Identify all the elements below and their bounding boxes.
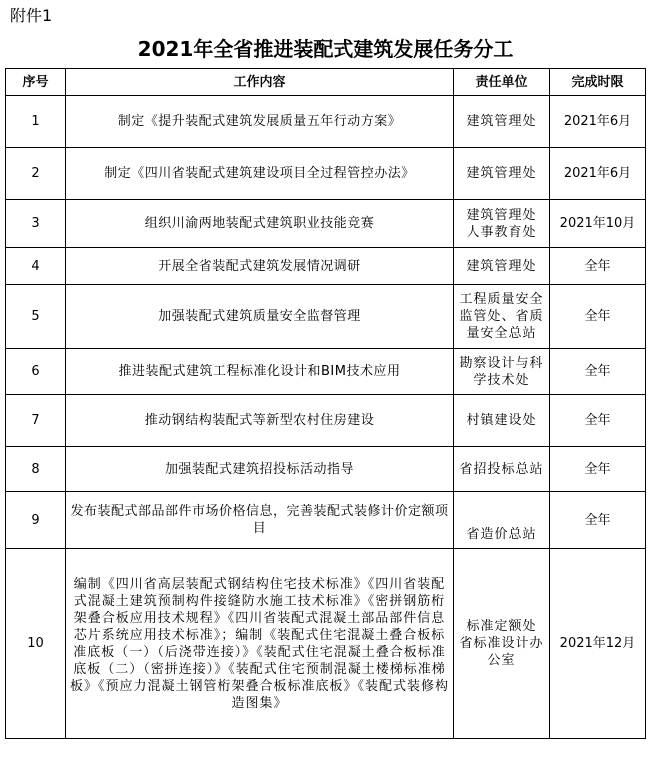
task-table xyxy=(5,68,646,739)
header-content: 工作内容 xyxy=(66,69,454,96)
document-title: 2021年全省推进装配式建筑发展任务分工 xyxy=(137,37,514,61)
row-no: 3 xyxy=(6,200,66,248)
row-unit: 村镇建设处 xyxy=(454,395,550,447)
row-deadline: 全年 xyxy=(550,447,646,492)
row-unit: 建筑管理处 人事教育处 xyxy=(454,200,550,248)
row-no: 10 xyxy=(6,549,66,739)
row-content: 编制《四川省高层装配式钢结构住宅技术标准》《四川省装配式混凝土建筑预制构件接缝防水施工技术标准》《密拼钢筋桁架叠合板应用技术规程》《四川省装配式混凝土部品部件信息芯片系统应用技术标准》；编制《装配式住宅混凝土叠合板标准底板（一）（后浇带连接）》《装配式住宅混凝土叠合板标准底板（二）（密拼连接）》《装配式住宅预制混凝土楼梯标准梯板》《预应力混凝土钢管桁架叠合板标准底板》《装配式装修构造图集》 xyxy=(66,549,454,739)
row-no: 6 xyxy=(6,349,66,395)
row-deadline: 2021年10月 xyxy=(550,200,646,248)
row-no: 2 xyxy=(6,148,66,200)
row-content: 制定《四川省装配式建筑建设项目全过程管控办法》 xyxy=(66,148,454,200)
row-deadline: 全年 xyxy=(550,285,646,349)
row-no: 5 xyxy=(6,285,66,349)
table-header-row xyxy=(6,69,646,96)
row-unit: 工程质量安全监管处、省质量安全总站 xyxy=(454,285,550,349)
header-no: 序号 xyxy=(6,69,66,96)
row-unit: 省招投标总站 xyxy=(454,447,550,492)
table-row xyxy=(6,447,646,492)
table-row xyxy=(6,395,646,447)
row-content: 发布装配式部品部件市场价格信息，完善装配式装修计价定额项目 xyxy=(66,492,454,549)
table-row xyxy=(6,148,646,200)
row-content: 制定《提升装配式建筑发展质量五年行动方案》 xyxy=(66,96,454,148)
row-content: 推动钢结构装配式等新型农村住房建设 xyxy=(66,395,454,447)
row-deadline: 2021年12月 xyxy=(550,549,646,739)
row-content: 加强装配式建筑质量安全监督管理 xyxy=(66,285,454,349)
row-no: 8 xyxy=(6,447,66,492)
row-unit: 建筑管理处 xyxy=(454,96,550,148)
row-deadline: 全年 xyxy=(550,349,646,395)
row-unit: 建筑管理处 xyxy=(454,148,550,200)
row-deadline: 全年 xyxy=(550,248,646,285)
row-content: 加强装配式建筑招投标活动指导 xyxy=(66,447,454,492)
table-row xyxy=(6,200,646,248)
row-deadline: 2021年6月 xyxy=(550,96,646,148)
row-deadline: 全年 xyxy=(550,492,646,549)
row-deadline: 全年 xyxy=(550,395,646,447)
table-row xyxy=(6,285,646,349)
header-unit: 责任单位 xyxy=(454,69,550,96)
row-content: 组织川渝两地装配式建筑职业技能竞赛 xyxy=(66,200,454,248)
header-deadline: 完成时限 xyxy=(550,69,646,96)
row-unit: 勘察设计与科学技术处 xyxy=(454,349,550,395)
table-row xyxy=(6,248,646,285)
table-row xyxy=(6,96,646,148)
row-no: 9 xyxy=(6,492,66,549)
row-unit xyxy=(454,492,550,549)
attachment-label: 附件1 xyxy=(10,6,53,25)
table-row xyxy=(6,549,646,739)
row-unit: 建筑管理处 xyxy=(454,248,550,285)
row-unit-text: 省造价总站 xyxy=(466,526,537,542)
row-content: 开展全省装配式建筑发展情况调研 xyxy=(66,248,454,285)
row-deadline: 2021年6月 xyxy=(550,148,646,200)
table-row xyxy=(6,349,646,395)
row-no: 4 xyxy=(6,248,66,285)
row-unit: 标准定额处 省标准设计办公室 xyxy=(454,549,550,739)
row-no: 1 xyxy=(6,96,66,148)
row-no: 7 xyxy=(6,395,66,447)
row-content: 推进装配式建筑工程标准化设计和BIM技术应用 xyxy=(66,349,454,395)
table-row xyxy=(6,492,646,549)
